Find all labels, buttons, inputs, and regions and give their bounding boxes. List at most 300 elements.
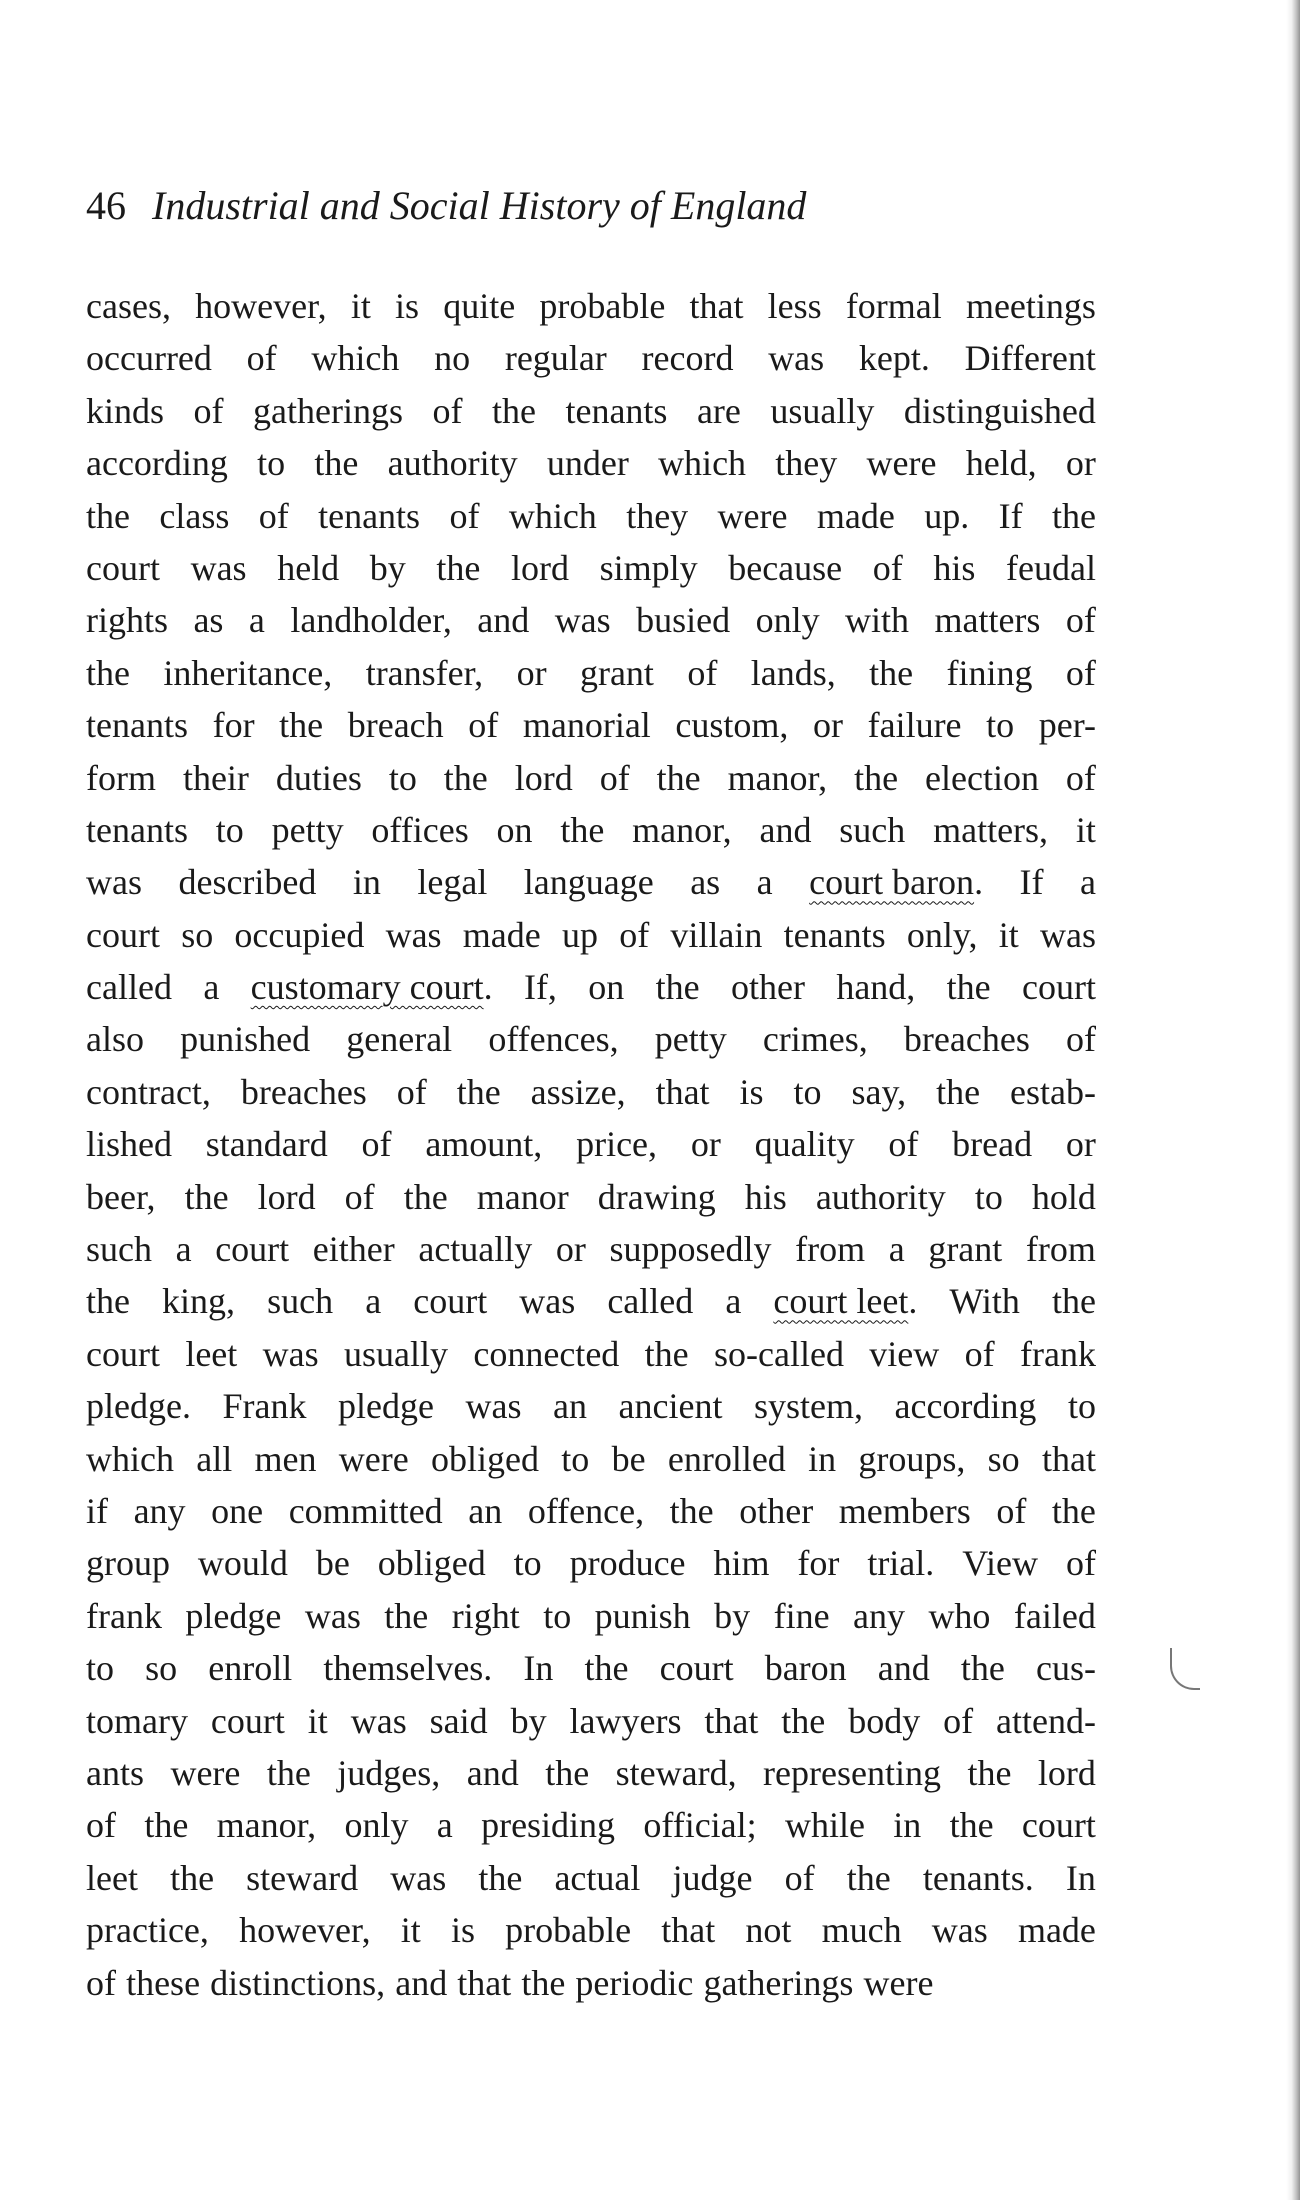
text-line xyxy=(86,804,1096,856)
word: the xyxy=(86,1281,130,1322)
word: the xyxy=(644,1333,689,1374)
text-line xyxy=(86,332,1096,384)
word: offices xyxy=(371,809,469,850)
word: pledge xyxy=(185,1595,282,1636)
word: the xyxy=(86,652,130,693)
word: lord xyxy=(514,757,573,798)
word: that xyxy=(704,1700,759,1741)
word: under xyxy=(546,443,629,484)
word: rights xyxy=(86,600,169,641)
word: one xyxy=(211,1490,264,1531)
word: practice, xyxy=(86,1910,209,1951)
word: the xyxy=(1052,1281,1096,1322)
word: is xyxy=(739,1071,764,1112)
word: was xyxy=(465,1386,522,1427)
word: of xyxy=(361,1124,392,1165)
word: as xyxy=(193,600,224,641)
word: the xyxy=(443,757,488,798)
word: by xyxy=(510,1700,547,1741)
word: lord xyxy=(257,1176,316,1217)
word: formal xyxy=(845,286,942,326)
word: was xyxy=(519,1281,576,1322)
word: the xyxy=(1051,495,1096,536)
word: feudal xyxy=(1006,547,1096,588)
word: standard xyxy=(205,1124,328,1165)
word: a xyxy=(436,1805,453,1846)
word: which xyxy=(86,1438,174,1479)
word: body xyxy=(848,1700,921,1741)
word: breach xyxy=(347,705,444,746)
text-line xyxy=(86,1066,1096,1118)
page-number: 46 xyxy=(86,183,126,228)
word: produce xyxy=(569,1543,686,1584)
word: the xyxy=(656,757,701,798)
word: crimes, xyxy=(762,1019,868,1060)
word: tenants xyxy=(86,705,188,746)
word: were xyxy=(717,495,788,536)
word: lands, xyxy=(750,652,836,693)
word: of xyxy=(687,652,718,693)
word: not xyxy=(745,1910,792,1951)
word: was xyxy=(931,1910,988,1951)
word: simply xyxy=(599,547,698,588)
word: judges, xyxy=(337,1752,441,1793)
word: system, xyxy=(753,1386,863,1427)
word: from xyxy=(795,1229,866,1270)
word: steward xyxy=(246,1857,359,1898)
word: it xyxy=(998,914,1019,955)
word: a xyxy=(756,862,773,903)
word: so xyxy=(145,1648,178,1689)
word: obliged xyxy=(377,1543,486,1584)
word: themselves. xyxy=(323,1648,493,1689)
word: to xyxy=(215,809,244,850)
word: their xyxy=(182,757,249,798)
body-text xyxy=(86,280,1096,2009)
word: lord xyxy=(510,547,569,588)
word: supposedly xyxy=(609,1229,772,1270)
word: were xyxy=(863,1962,934,2003)
text-line xyxy=(86,1747,1096,1799)
word: held, xyxy=(965,443,1037,484)
word: of xyxy=(943,1700,974,1741)
word: that xyxy=(457,1962,512,2003)
word: and xyxy=(395,1962,448,2003)
word: the xyxy=(846,1857,891,1898)
text-line xyxy=(86,1642,1096,1694)
word: grant xyxy=(928,1229,1003,1270)
word: authority xyxy=(387,443,518,484)
word: manor, xyxy=(727,757,828,798)
word: to xyxy=(543,1595,572,1636)
word: which xyxy=(311,338,400,379)
word: according xyxy=(86,443,228,484)
word: right xyxy=(451,1595,520,1636)
word: or xyxy=(813,705,843,746)
text-line xyxy=(86,280,1096,332)
word: say, xyxy=(851,1071,907,1112)
word: of xyxy=(396,1071,427,1112)
word: baron xyxy=(764,1648,847,1689)
word: enroll xyxy=(208,1648,293,1689)
word: offence, xyxy=(527,1490,645,1531)
word: as xyxy=(690,862,721,903)
word: occurred xyxy=(86,338,212,379)
text-line xyxy=(86,1852,1096,1904)
word: to xyxy=(513,1543,542,1584)
word: of xyxy=(86,1962,116,2003)
word: was xyxy=(385,914,442,955)
word: of xyxy=(86,1805,116,1846)
underlined-term: customary court. xyxy=(250,967,493,1008)
word: tenants xyxy=(565,390,668,431)
word: king, xyxy=(162,1281,236,1322)
word: lished xyxy=(86,1124,172,1165)
text-line xyxy=(86,1799,1096,1851)
word: assize, xyxy=(530,1071,626,1112)
word: or xyxy=(690,1124,721,1165)
word: of xyxy=(888,1124,919,1165)
word: manor, xyxy=(216,1805,317,1846)
word: it xyxy=(400,1910,421,1951)
word: group xyxy=(86,1543,170,1584)
word: so xyxy=(181,914,214,955)
word: the xyxy=(869,652,914,693)
word: of xyxy=(1065,600,1096,641)
word: punished xyxy=(180,1019,311,1060)
word: regular xyxy=(504,338,607,379)
word: presiding xyxy=(481,1805,616,1846)
word: and xyxy=(477,600,530,641)
word: lord xyxy=(1037,1752,1096,1793)
word: court xyxy=(215,1229,290,1270)
word: the xyxy=(491,390,536,431)
word: quite xyxy=(443,286,516,326)
word: distinguished xyxy=(903,390,1096,431)
word: the xyxy=(521,1962,566,2003)
word: called xyxy=(86,967,172,1008)
word: of xyxy=(872,547,903,588)
word: transfer, xyxy=(365,652,484,693)
word: of xyxy=(449,495,480,536)
word: petty xyxy=(654,1019,727,1060)
word: from xyxy=(1025,1229,1096,1270)
word: court xyxy=(86,1333,160,1374)
word: the xyxy=(384,1595,429,1636)
word: pledge. xyxy=(86,1386,191,1427)
word: it xyxy=(350,286,371,326)
word: to xyxy=(1067,1386,1096,1427)
word: was xyxy=(768,338,825,379)
word: or xyxy=(516,652,547,693)
word: by xyxy=(369,547,406,588)
word: kinds xyxy=(86,390,165,431)
word: probable xyxy=(539,286,666,326)
word: With xyxy=(949,1281,1020,1322)
word: according xyxy=(894,1386,1037,1427)
word: which xyxy=(658,443,747,484)
word: because xyxy=(728,547,843,588)
word: hand, xyxy=(836,967,916,1008)
word: tomary xyxy=(86,1700,188,1741)
word: court xyxy=(659,1648,734,1689)
text-line xyxy=(86,1485,1096,1537)
word: a xyxy=(725,1281,742,1322)
word: any xyxy=(853,1595,905,1636)
running-title: Industrial and Social History of England xyxy=(152,183,807,228)
word: connected xyxy=(473,1333,620,1374)
margin-pencil-mark xyxy=(1170,1648,1200,1690)
word: however, xyxy=(239,1910,371,1951)
word: the xyxy=(560,809,605,850)
word: duties xyxy=(275,757,362,798)
word: is xyxy=(395,286,420,326)
word: men xyxy=(254,1438,317,1479)
word: the xyxy=(967,1752,1012,1793)
text-line xyxy=(86,1275,1096,1327)
word: authority xyxy=(815,1176,946,1217)
word: petty xyxy=(271,809,344,850)
word: of xyxy=(619,914,650,955)
word: less xyxy=(767,286,822,326)
word: of xyxy=(1065,1543,1096,1584)
word: bread xyxy=(952,1124,1033,1165)
text-line xyxy=(86,1328,1096,1380)
word: his xyxy=(744,1176,787,1217)
word: were xyxy=(338,1438,409,1479)
word: of xyxy=(964,1333,995,1374)
word: on xyxy=(496,809,533,850)
word: landholder, xyxy=(290,600,452,641)
word: up. xyxy=(924,495,970,536)
text-line xyxy=(86,1433,1096,1485)
word: tenants xyxy=(783,914,886,955)
word: villain xyxy=(670,914,763,955)
underlined-term: court leet. xyxy=(773,1281,918,1322)
word: tenants xyxy=(86,809,188,850)
word: In xyxy=(1065,1857,1096,1898)
word: it xyxy=(1075,809,1096,850)
word: of xyxy=(258,495,289,536)
word: ancient xyxy=(618,1386,723,1427)
word: to xyxy=(793,1071,822,1112)
word: the xyxy=(781,1700,826,1741)
word: of xyxy=(1065,1019,1096,1060)
word: are xyxy=(696,390,741,431)
word: drawing xyxy=(597,1176,716,1217)
text-line xyxy=(86,1013,1096,1065)
word: quality xyxy=(754,1124,855,1165)
word: Frank xyxy=(222,1386,307,1427)
word: beer, xyxy=(86,1176,156,1217)
word: the xyxy=(545,1752,590,1793)
text-line xyxy=(86,1904,1096,1956)
word: kept. xyxy=(858,338,930,379)
word: made xyxy=(462,914,541,955)
word: to xyxy=(974,1176,1003,1217)
word: to xyxy=(986,705,1015,746)
word: held xyxy=(277,547,340,588)
word: an xyxy=(468,1490,503,1531)
word: it xyxy=(307,1700,328,1741)
word: judge xyxy=(672,1857,753,1898)
word: In xyxy=(523,1648,554,1689)
word: estab- xyxy=(1010,1071,1096,1112)
word: official; xyxy=(643,1805,757,1846)
word: no xyxy=(434,338,471,379)
word: other xyxy=(731,967,805,1008)
word: was xyxy=(554,600,611,641)
word: cases, xyxy=(86,286,171,326)
word: form xyxy=(86,757,156,798)
word: cus- xyxy=(1035,1648,1096,1689)
text-line xyxy=(86,752,1096,804)
word: that xyxy=(689,286,744,326)
word: was xyxy=(262,1333,319,1374)
word: was xyxy=(350,1700,407,1741)
text-line xyxy=(86,1537,1096,1589)
word: the xyxy=(936,1071,981,1112)
word: his xyxy=(933,547,976,588)
word: grant xyxy=(579,652,654,693)
word: that xyxy=(661,1910,716,1951)
word: of xyxy=(996,1490,1027,1531)
word: the xyxy=(946,967,991,1008)
word: view xyxy=(869,1333,940,1374)
word: leet xyxy=(86,1857,138,1898)
word: a xyxy=(365,1281,382,1322)
word: fining xyxy=(946,652,1033,693)
word: by xyxy=(714,1595,751,1636)
word: is xyxy=(450,1910,475,1951)
word: made xyxy=(816,495,895,536)
word: if xyxy=(86,1490,108,1531)
word: hold xyxy=(1031,1176,1096,1217)
word: up xyxy=(561,914,598,955)
word: much xyxy=(821,1910,902,1951)
word: lawyers xyxy=(569,1700,682,1741)
word: the xyxy=(314,443,359,484)
word: frank xyxy=(1020,1333,1096,1374)
word: and xyxy=(877,1648,930,1689)
word: ants xyxy=(86,1752,144,1793)
word: to xyxy=(561,1438,590,1479)
word: distinctions, xyxy=(210,1962,386,2003)
word: on xyxy=(588,967,625,1008)
word: that xyxy=(655,1071,710,1112)
word: If, xyxy=(523,967,557,1008)
word: the xyxy=(949,1805,994,1846)
word: gatherings xyxy=(703,1962,854,2003)
word: and xyxy=(466,1752,519,1793)
text-line xyxy=(86,699,1096,751)
word: be xyxy=(315,1543,350,1584)
word: of xyxy=(599,757,630,798)
word: matters xyxy=(934,600,1041,641)
word: tenants. xyxy=(922,1857,1034,1898)
word: usually xyxy=(344,1333,449,1374)
word: which xyxy=(508,495,597,536)
word: If xyxy=(998,495,1023,536)
text-line xyxy=(86,1171,1096,1223)
word: actual xyxy=(554,1857,641,1898)
word: manorial xyxy=(522,705,651,746)
word: the xyxy=(456,1071,501,1112)
word: matters, xyxy=(933,809,1049,850)
word: the xyxy=(655,967,700,1008)
text-line xyxy=(86,437,1096,489)
word: obliged xyxy=(431,1438,540,1479)
text-line xyxy=(86,909,1096,961)
word: were xyxy=(866,443,937,484)
word: record xyxy=(641,338,734,379)
word: representing xyxy=(763,1752,941,1793)
word: the xyxy=(403,1176,448,1217)
word: legal xyxy=(417,862,488,903)
word: in xyxy=(352,862,381,903)
word: members xyxy=(838,1490,971,1531)
word: failure xyxy=(867,705,962,746)
word: of xyxy=(344,1176,375,1217)
word: also xyxy=(86,1019,144,1060)
word: court xyxy=(210,1700,285,1741)
word: of xyxy=(246,338,277,379)
word: steward, xyxy=(615,1752,737,1793)
word: to xyxy=(86,1648,115,1689)
word: they xyxy=(775,443,838,484)
word: they xyxy=(626,495,689,536)
text-line xyxy=(86,1223,1096,1275)
word: enrolled xyxy=(667,1438,786,1479)
word: leet xyxy=(185,1333,238,1374)
word: periodic xyxy=(575,1962,694,2003)
word: only xyxy=(755,600,820,641)
word: the xyxy=(279,705,324,746)
word: price, xyxy=(576,1124,658,1165)
word: the xyxy=(854,757,899,798)
word: in xyxy=(808,1438,837,1479)
word: failed xyxy=(1013,1595,1096,1636)
word: If xyxy=(1019,862,1044,903)
word: the xyxy=(478,1857,523,1898)
word: the xyxy=(960,1648,1005,1689)
word: breaches xyxy=(903,1019,1030,1060)
word: View xyxy=(962,1543,1039,1584)
word: of xyxy=(1065,757,1096,798)
text-line xyxy=(86,1590,1096,1642)
word: a xyxy=(248,600,265,641)
word: of xyxy=(1065,652,1096,693)
word: would xyxy=(197,1543,288,1584)
word: breaches xyxy=(240,1071,367,1112)
text-line xyxy=(86,1380,1096,1432)
word: was xyxy=(304,1595,361,1636)
word: custom, xyxy=(675,705,789,746)
word: him xyxy=(713,1543,770,1584)
word: the xyxy=(184,1176,229,1217)
word: the xyxy=(669,1490,714,1531)
word: who xyxy=(928,1595,991,1636)
word: of xyxy=(432,390,463,431)
word: said xyxy=(429,1700,488,1741)
word: such xyxy=(839,809,906,850)
word: however, xyxy=(195,286,327,326)
word: court xyxy=(86,914,160,955)
word: court xyxy=(86,547,160,588)
text-line xyxy=(86,856,1096,908)
word: such xyxy=(86,1229,152,1270)
word: for xyxy=(212,705,255,746)
